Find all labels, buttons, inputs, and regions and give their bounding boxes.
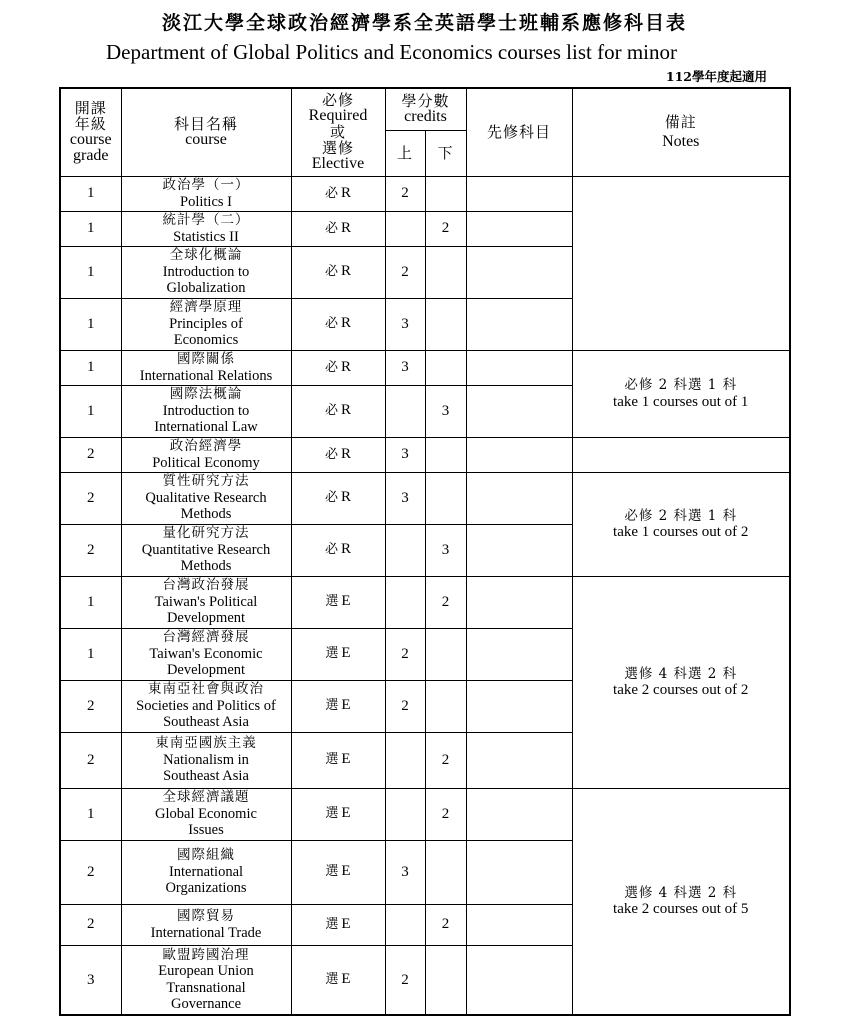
req-zh: 必	[324, 403, 338, 419]
req-letter: E	[341, 593, 351, 610]
req-zh: 選	[325, 864, 339, 880]
req-zh: 選	[325, 646, 339, 662]
grade-cell: 2	[60, 732, 121, 788]
prerequisite-cell	[466, 732, 572, 788]
req-zh: 必	[324, 316, 338, 332]
course-name-zh: 量化研究方法	[162, 525, 250, 542]
course-name-cell	[121, 437, 291, 472]
note-zh: 必修 2 科選 1 科	[624, 507, 738, 524]
required-elective-cell	[291, 628, 385, 680]
req-zh: 選	[325, 916, 339, 932]
course-name-en: Globalization	[166, 280, 246, 297]
credit-second-semester-cell	[425, 472, 466, 524]
note-en: take 2 courses out of 5	[613, 901, 749, 918]
grade-cell: 1	[60, 628, 121, 680]
credit-second-semester-cell	[425, 298, 466, 350]
prerequisite-cell	[466, 945, 572, 1015]
course-name-en: Political Economy	[152, 454, 260, 471]
course-name-zh: 國際法概論	[169, 386, 243, 403]
course-name-zh: 歐盟跨國治理	[162, 946, 250, 963]
course-name-en: International Relations	[139, 367, 273, 384]
course-name-cell	[121, 628, 291, 680]
course-name-zh: 政治學（一）	[162, 177, 250, 193]
course-name-zh: 東南亞社會與政治	[148, 681, 264, 698]
prerequisite-cell	[466, 788, 572, 840]
note-zh: 必修 2 科選 1 科	[624, 377, 738, 393]
course-name-zh: 台灣政治發展	[162, 577, 250, 594]
credit-first-semester-cell: 3	[385, 298, 425, 350]
credit-first-semester-cell: 2	[385, 680, 425, 732]
credit-first-semester-cell: 3	[385, 437, 425, 472]
header-grade-zh-1: 開課	[74, 99, 107, 118]
header-req-en: Required	[308, 107, 368, 125]
course-name-cell	[121, 211, 291, 246]
req-zh: 選	[325, 698, 339, 714]
grade-cell: 1	[60, 211, 121, 246]
header-grade-zh-2: 年級	[74, 115, 107, 134]
prerequisite-cell	[466, 576, 572, 628]
req-letter: R	[341, 263, 352, 280]
credit-first-semester-cell	[385, 732, 425, 788]
credit-second-semester-cell: 2	[425, 788, 466, 840]
course-name-en: Southeast Asia	[163, 768, 249, 785]
page-title-english: Department of Global Politics and Economics courses list for minor	[106, 40, 677, 64]
req-letter: R	[341, 219, 352, 236]
course-name-en: Southeast Asia	[163, 714, 249, 731]
header-elective-en: Elective	[311, 155, 365, 173]
required-elective-cell	[291, 840, 385, 904]
header-prereq-zh: 先修科目	[486, 123, 551, 142]
note-zh: 選修 4 科選 2 科	[624, 884, 738, 901]
prerequisite-cell	[466, 840, 572, 904]
course-name-en: Organizations	[165, 880, 247, 897]
required-elective-cell	[291, 385, 385, 437]
req-letter: R	[341, 358, 352, 375]
credit-second-semester-cell	[425, 350, 466, 385]
header-semester-1	[385, 130, 425, 176]
req-letter: E	[341, 645, 351, 662]
course-name-en: Nationalism in	[163, 751, 249, 768]
required-elective-cell	[291, 945, 385, 1015]
req-zh: 選	[325, 806, 339, 822]
course-name-cell	[121, 246, 291, 298]
credit-first-semester-cell	[385, 385, 425, 437]
req-zh: 必	[324, 542, 338, 558]
req-letter: E	[341, 915, 351, 932]
req-letter: R	[341, 402, 352, 419]
req-zh: 選	[325, 972, 339, 987]
required-elective-cell	[291, 680, 385, 732]
grade-cell: 1	[60, 350, 121, 385]
req-zh: 必	[324, 264, 338, 280]
prerequisite-cell	[466, 176, 572, 211]
grade-cell: 2	[60, 524, 121, 576]
header-grade-en-1: course	[69, 131, 112, 149]
course-name-en: Qualitative Research	[145, 489, 267, 506]
grade-cell: 3	[60, 945, 121, 1015]
course-name-cell	[121, 524, 291, 576]
course-name-zh: 東南亞國族主義	[155, 735, 257, 752]
credit-first-semester-cell: 3	[385, 840, 425, 904]
note-zh: 選修 4 科選 2 科	[624, 665, 738, 682]
req-letter: E	[341, 971, 351, 987]
course-name-en: Introduction to	[162, 402, 250, 419]
course-name-en: Politics I	[180, 193, 232, 210]
credit-first-semester-cell: 2	[385, 176, 425, 211]
course-name-en: Societies and Politics of	[136, 697, 276, 714]
grade-cell: 2	[60, 904, 121, 945]
req-letter: R	[341, 184, 352, 201]
course-name-en: Quantitative Research	[141, 541, 271, 558]
required-elective-cell	[291, 176, 385, 211]
credit-first-semester-cell	[385, 211, 425, 246]
req-letter: R	[341, 315, 352, 332]
course-name-zh: 國際貿易	[177, 908, 235, 924]
header-required-elective	[291, 88, 385, 176]
notes-cell	[572, 472, 790, 576]
course-name-en: Economics	[173, 332, 239, 349]
header-or-zh: 或	[329, 123, 346, 142]
course-name-zh: 質性研究方法	[162, 473, 250, 490]
required-elective-cell	[291, 472, 385, 524]
credit-first-semester-cell	[385, 904, 425, 945]
credit-first-semester-cell: 2	[385, 246, 425, 298]
credit-second-semester-cell	[425, 945, 466, 1015]
prerequisite-cell	[466, 246, 572, 298]
header-prerequisite	[466, 88, 572, 176]
table-row	[60, 176, 790, 211]
course-name-en: Global Economic	[155, 805, 257, 822]
grade-cell: 2	[60, 840, 121, 904]
credit-second-semester-cell	[425, 680, 466, 732]
required-elective-cell	[291, 788, 385, 840]
header-req-zh: 必修	[321, 91, 354, 110]
req-zh: 必	[324, 185, 338, 201]
header-grade-en-2: grade	[72, 147, 109, 165]
notes-cell	[572, 437, 790, 472]
header-notes-zh: 備註	[664, 113, 697, 132]
credit-second-semester-cell: 3	[425, 385, 466, 437]
prerequisite-cell	[466, 472, 572, 524]
required-elective-cell	[291, 576, 385, 628]
credit-first-semester-cell	[385, 788, 425, 840]
course-name-en: Statistics II	[173, 228, 239, 245]
course-name-en: Taiwan's Political	[154, 593, 258, 610]
notes-cell	[572, 350, 790, 437]
req-zh: 必	[324, 220, 338, 236]
req-letter: R	[341, 489, 352, 506]
course-name-zh: 經濟學原理	[169, 299, 243, 316]
req-letter: E	[341, 751, 351, 768]
note-en: take 1 courses out of 1	[613, 393, 749, 410]
table-row	[60, 350, 790, 385]
header-course-zh: 科目名稱	[173, 115, 238, 134]
credit-first-semester-cell: 2	[385, 628, 425, 680]
course-name-zh: 國際組織	[177, 847, 235, 864]
header-course	[121, 88, 291, 176]
course-name-en: Taiwan's Economic	[149, 645, 263, 662]
credit-first-semester-cell: 3	[385, 472, 425, 524]
note-en: take 1 courses out of 2	[613, 524, 749, 540]
required-elective-cell	[291, 524, 385, 576]
page-title-chinese: 淡江大學全球政治經濟學系全英語學士班輔系應修科目表	[161, 12, 687, 34]
grade-cell: 1	[60, 576, 121, 628]
header-sem2-label: 下	[437, 143, 454, 162]
header-credits	[385, 88, 466, 130]
table-body	[60, 176, 790, 1015]
prerequisite-cell	[466, 350, 572, 385]
table-header	[60, 88, 790, 176]
prerequisite-cell	[466, 628, 572, 680]
course-name-cell	[121, 576, 291, 628]
course-name-zh: 政治經濟學	[169, 438, 243, 454]
credit-second-semester-cell: 2	[425, 576, 466, 628]
req-zh: 必	[324, 446, 338, 462]
prerequisite-cell	[466, 437, 572, 472]
course-name-en: Principles of	[169, 315, 243, 332]
credit-first-semester-cell: 2	[385, 945, 425, 1015]
grade-cell: 1	[60, 176, 121, 211]
credit-second-semester-cell	[425, 840, 466, 904]
required-elective-cell	[291, 732, 385, 788]
header-course-en: course	[185, 131, 227, 149]
grade-cell: 1	[60, 246, 121, 298]
credit-second-semester-cell	[425, 437, 466, 472]
grade-cell: 2	[60, 680, 121, 732]
required-elective-cell	[291, 904, 385, 945]
required-elective-cell	[291, 350, 385, 385]
grade-cell: 1	[60, 385, 121, 437]
prerequisite-cell	[466, 298, 572, 350]
req-letter: E	[341, 805, 351, 822]
req-zh: 選	[325, 752, 339, 768]
course-name-cell	[121, 945, 291, 1015]
prerequisite-cell	[466, 211, 572, 246]
credit-first-semester-cell	[385, 524, 425, 576]
credit-second-semester-cell: 2	[425, 904, 466, 945]
credit-first-semester-cell: 3	[385, 350, 425, 385]
grade-cell: 2	[60, 472, 121, 524]
course-name-en: Methods	[180, 506, 232, 523]
required-elective-cell	[291, 437, 385, 472]
course-name-zh: 國際關係	[177, 351, 235, 367]
grade-cell: 1	[60, 298, 121, 350]
course-name-en: Methods	[180, 558, 232, 575]
header-credits-zh: 學分數	[401, 92, 450, 111]
credit-second-semester-cell: 2	[425, 211, 466, 246]
course-name-en: Transnational	[166, 979, 246, 996]
prerequisite-cell	[466, 680, 572, 732]
req-letter: R	[341, 445, 352, 462]
course-name-cell	[121, 840, 291, 904]
credit-second-semester-cell	[425, 246, 466, 298]
prerequisite-cell	[466, 904, 572, 945]
header-grade	[60, 88, 121, 176]
prerequisite-cell	[466, 385, 572, 437]
notes-cell	[572, 788, 790, 1015]
table-row	[60, 576, 790, 628]
credit-second-semester-cell: 3	[425, 524, 466, 576]
course-name-en: Governance	[170, 996, 242, 1013]
course-name-en: Introduction to	[162, 263, 250, 280]
req-zh: 必	[324, 490, 338, 506]
course-name-en: Issues	[188, 822, 224, 839]
notes-cell	[572, 576, 790, 788]
header-notes-en: Notes	[662, 133, 700, 151]
course-name-cell	[121, 732, 291, 788]
course-name-cell	[121, 788, 291, 840]
course-name-cell	[121, 680, 291, 732]
table-row	[60, 788, 790, 840]
required-elective-cell	[291, 298, 385, 350]
required-elective-cell	[291, 246, 385, 298]
course-name-zh: 統計學（二）	[162, 212, 250, 228]
credit-second-semester-cell: 2	[425, 732, 466, 788]
header-credits-en: credits	[404, 108, 447, 126]
notes-cell	[572, 176, 790, 350]
course-name-cell	[121, 176, 291, 211]
header-notes	[572, 88, 790, 176]
req-letter: R	[341, 541, 352, 558]
course-name-cell	[121, 904, 291, 945]
req-letter: E	[341, 697, 351, 714]
credit-first-semester-cell	[385, 576, 425, 628]
header-semester-2	[425, 130, 466, 176]
course-name-cell	[121, 385, 291, 437]
course-name-en: Development	[166, 610, 246, 627]
course-name-en: European Union	[158, 963, 254, 980]
course-name-cell	[121, 472, 291, 524]
req-letter: E	[341, 863, 351, 880]
course-name-cell	[121, 298, 291, 350]
required-elective-cell	[291, 211, 385, 246]
course-name-en: International Law	[154, 419, 258, 436]
req-zh: 必	[324, 359, 338, 375]
course-name-en: Development	[166, 662, 246, 679]
header-elective-zh: 選修	[321, 139, 354, 158]
table-row	[60, 437, 790, 472]
course-list-table	[59, 87, 791, 1016]
prerequisite-cell	[466, 524, 572, 576]
req-zh: 選	[325, 594, 339, 610]
header-sem1-label: 上	[396, 143, 413, 162]
applicable-year-note: 112學年度起適用	[665, 69, 767, 84]
course-name-en: International	[168, 863, 244, 880]
course-name-cell	[121, 350, 291, 385]
grade-cell: 2	[60, 437, 121, 472]
credit-second-semester-cell	[425, 628, 466, 680]
course-name-zh: 台灣經濟發展	[162, 629, 250, 646]
course-name-en: International Trade	[150, 924, 262, 941]
table-row	[60, 472, 790, 524]
course-name-zh: 全球經濟議題	[162, 789, 250, 806]
note-en: take 2 courses out of 2	[613, 682, 749, 698]
credit-second-semester-cell	[425, 176, 466, 211]
course-name-zh: 全球化概論	[169, 247, 243, 264]
grade-cell: 1	[60, 788, 121, 840]
